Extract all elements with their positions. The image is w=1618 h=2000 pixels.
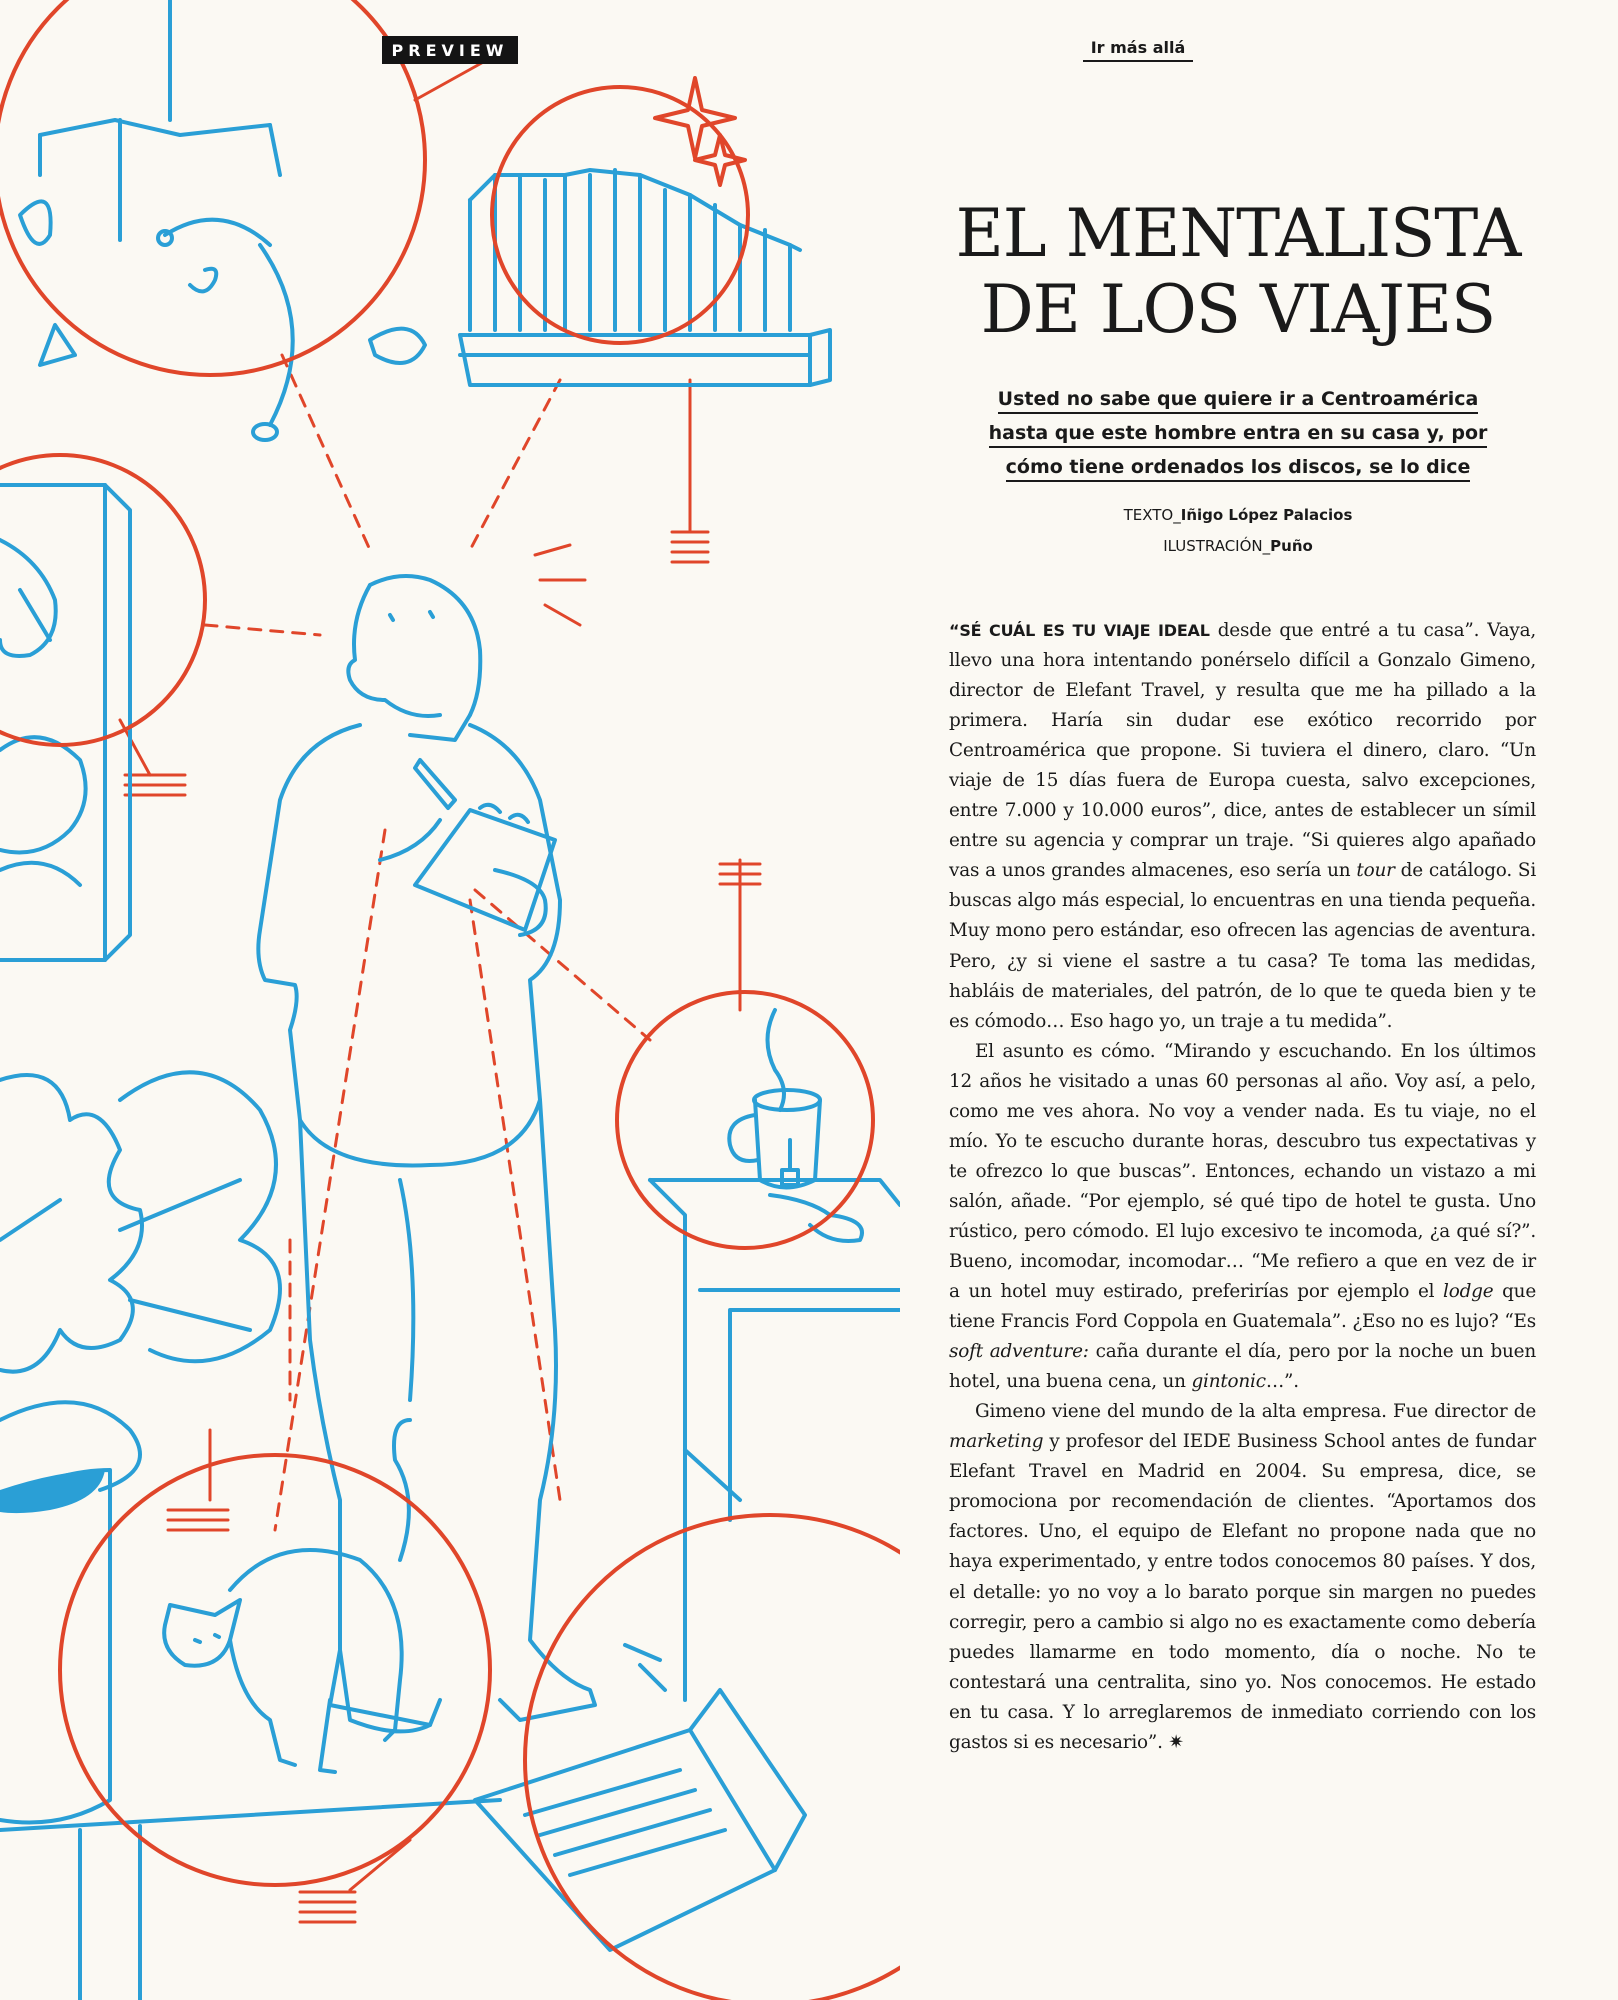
paragraph-1-text-a: desde que entré a tu casa”. Vaya, llevo una hora intentando ponérselo difícil a Gonzalo Gimeno, director de Elefant Travel, y resulta que me ha pillado a la primera. Haría sin dudar ese exótico recorrido por Centroamérica que propone. Si tuviera el dinero, claro. “Un viaje de 15 días fuera de Europa cuesta, salvo excepciones, entre 7.000 y 10.000 euros”, dice, antes de establecer un símil entre su agencia y comprar un traje. “Si quieres algo apañado vas a unos grandes almacenes, eso sería un [949, 620, 1536, 882]
credit-text [938, 500, 1538, 531]
paragraph-2-text-c: caña durante el día, pero por la noche un buen hotel, una buena cena, un [949, 1341, 1536, 1393]
paragraph-3 [949, 1397, 1536, 1758]
lead-in: “SÉ CUÁL ES TU VIAJE IDEAL [949, 621, 1210, 640]
man-with-notepad [258, 576, 595, 1731]
paragraph-1 [949, 616, 1536, 1037]
sparkle-icon [655, 78, 745, 185]
laptop [475, 1645, 805, 1950]
paragraph-2-emphasis-3: gintonic [1191, 1371, 1266, 1393]
subtitle-line-2: hasta que este hombre entra en su casa y, por [989, 420, 1488, 448]
paragraph-1-text-b: de catálogo. Si buscas algo más especial, lo encuentras en una tienda pequeña. Muy mono pero estándar, eso ofrecen las agencias de aventura. Pero, ¿y si viene el sastre a tu casa? Te toma las medidas, habláis de materiales, del patrón, de lo que te queda bien y te es cómodo… Eso hago yo, un traje a tu medida”. [949, 860, 1537, 1032]
paragraph-3-text-a: Gimeno viene del mundo de la alta empresa. Fue director de [975, 1401, 1536, 1423]
article-subtitle [938, 382, 1538, 484]
paragraph-3-text-b: y profesor del IEDE Business School antes de fundar Elefant Travel en Madrid en 2004. Su empresa, dice, se promociona por recomendación de clientes. “Aportamos dos factores. Uno, el equipo de Elefant no propone nada que no haya experimentado, y entre todos conocemos 80 países. Y dos, el detalle: yo no voy a lo barato porque sin margen no puedes corregir, pero a cambio si algo no es exactamente como debería puedes llamarme en todo momento, día o noche. No te contestará una centralita, sino yo. Nos conocemos. He estado en tu casa. Y lo arreglaremos de inmediato corriendo con los gastos si es necesario”. [949, 1431, 1536, 1753]
bookshelf-records [460, 170, 830, 385]
credit-illustration-author: Puño [1270, 537, 1313, 555]
article-body [949, 616, 1536, 1758]
credit-text-author: Iñigo López Palacios [1180, 506, 1353, 524]
end-mark-icon: ✷ [1162, 1731, 1184, 1753]
paragraph-2-emphasis-2: soft adventure: [949, 1341, 1089, 1363]
paragraph-2-emphasis-1: lodge [1443, 1281, 1494, 1303]
article-title-line-1: EL MENTALISTA [955, 195, 1521, 272]
nightstand [650, 1180, 900, 1700]
paragraph-2 [949, 1037, 1536, 1398]
monstera-plant [0, 1072, 280, 1822]
paragraph-3-emphasis: marketing [949, 1431, 1044, 1453]
credit-illustration-label: ILUSTRACIÓN_ [1163, 537, 1271, 555]
paragraph-2-text-a: El asunto es cómo. “Mirando y escuchando. En los últimos 12 años he visitado a unas 60 personas al año. Voy así, a pelo, como me ves ahora. No voy a vender nada. Es tu viaje, no el mío. Yo te escucho durante horas, descubro tus expectativas y te ofrezco lo que buscas”. Entonces, echando un vistazo a mi salón, añade. “Por ejemplo, sé qué tipo de hotel te gusta. Uno rústico, pero cómodo. El lujo excesivo te incomoda, ¿a qué sí?”. Bueno, incomodar, incomodar… “Me refiero a que en vez de ir a un hotel muy estirado, preferirías por ejemplo el [949, 1040, 1536, 1303]
credit-illustration [938, 531, 1538, 562]
article-title [938, 196, 1538, 348]
subtitle-line-1: Usted no sabe que quiere ir a Centroamérica [998, 386, 1479, 414]
dashed-connectors [205, 355, 650, 1530]
subtitle-line-3: cómo tiene ordenados los discos, se lo dice [1006, 454, 1471, 482]
section-tag: Ir más allá [1083, 38, 1193, 62]
paragraph-1-emphasis: tour [1356, 860, 1395, 882]
paragraph-2-text-d: …”. [1265, 1371, 1299, 1393]
credit-text-label: TEXTO_ [1123, 506, 1181, 524]
article-title-line-2: DE LOS VIAJES [980, 271, 1496, 348]
framed-picture [0, 485, 130, 960]
article-credits [938, 500, 1538, 562]
cat [164, 1420, 410, 1772]
paragraph-2-text-b: que tiene Francis Ford Coppola en Guatemala”. ¿Eso no es lujo? “Es [949, 1281, 1537, 1333]
preview-badge: PREVIEW [382, 36, 518, 64]
